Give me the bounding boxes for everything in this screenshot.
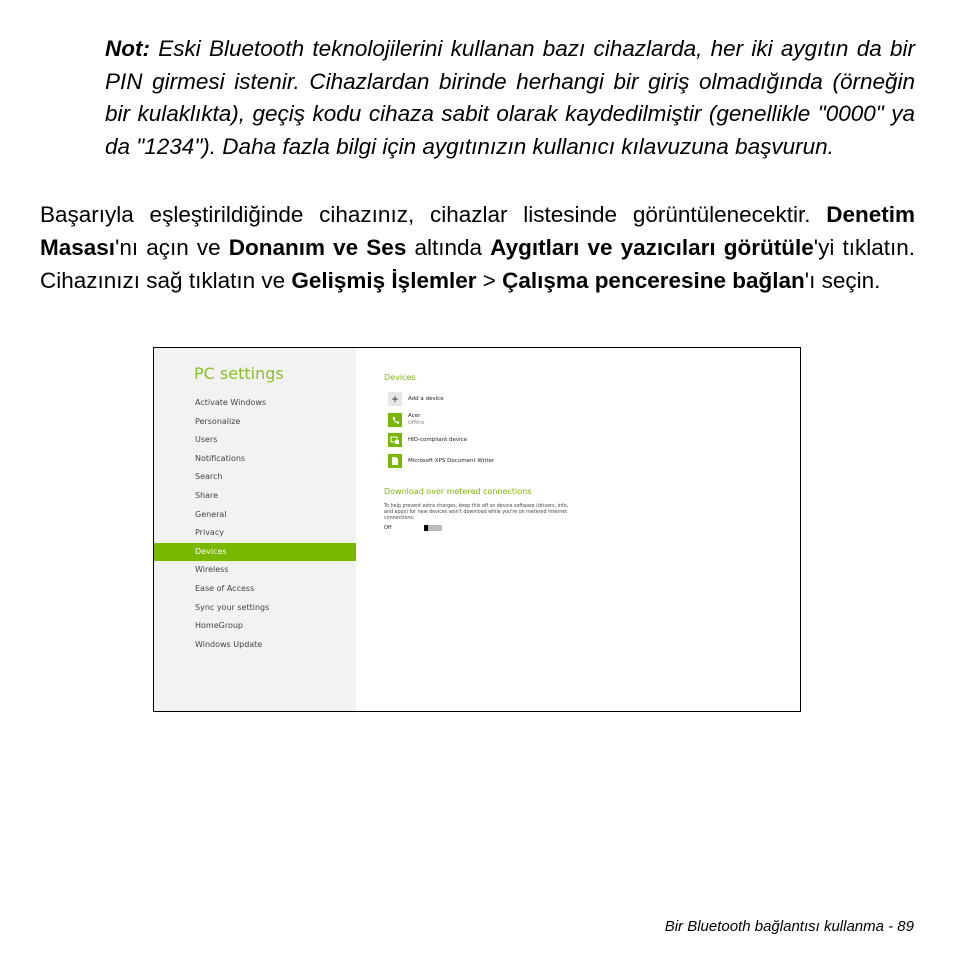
sidebar-item[interactable]: Users — [195, 435, 218, 445]
sidebar-item[interactable]: Wireless — [195, 565, 229, 575]
add-device-label: Add a device — [408, 395, 444, 402]
sidebar-title: PC settings — [194, 364, 284, 383]
para-bold-control-panel: Denetim Masası — [40, 202, 915, 260]
devices-heading: Devices — [384, 373, 416, 382]
sidebar-item[interactable]: Personalize — [195, 416, 241, 426]
para-text-5: > — [476, 268, 503, 293]
note-paragraph — [105, 33, 915, 163]
device-row-hid[interactable] — [388, 432, 467, 448]
plus-icon: + — [388, 392, 402, 406]
device-name: Acer — [408, 413, 421, 419]
phone-icon — [388, 413, 402, 427]
device-row-acer[interactable] — [388, 412, 424, 428]
download-heading: Download over metered connections — [384, 487, 532, 496]
keyboard-icon — [388, 433, 402, 447]
metered-toggle-row — [384, 525, 442, 531]
sidebar-item[interactable]: General — [195, 509, 227, 519]
sidebar-item[interactable]: Notifications — [195, 453, 246, 463]
sidebar-item[interactable]: Privacy — [195, 528, 224, 538]
sidebar-item[interactable]: Activate Windows — [195, 398, 267, 407]
para-text-2: 'nı açın ve — [115, 235, 229, 260]
note-text: Eski Bluetooth teknolojilerini kullanan bazı cihazlarda, her iki aygıtın da bir PIN girmesi istenir. Cihazlardan birinde herhangi bir giriş olmadığında (örneğin bir kulaklıkta), geçiş kodu cihaza sabit olarak kaydedilmiştir (genellikle "0000" ya da "1234"). Daha fazla bilgi için aygıtınızın kullanıcı kılavuzuna başvurun. — [105, 36, 915, 159]
sidebar-item[interactable]: Devices — [154, 543, 356, 562]
sidebar-item[interactable]: Search — [195, 472, 223, 482]
note-label: Not: — [105, 36, 150, 61]
device-name: Microsoft XPS Document Writer — [408, 457, 495, 464]
pc-settings-screenshot — [153, 347, 801, 712]
para-text-1: Başarıyla eşleştirildiğinde cihazınız, cihazlar listesinde görüntülenecektir. — [40, 202, 827, 227]
toggle-label: Off — [384, 525, 392, 531]
page-footer: Bir Bluetooth bağlantısı kullanma - 89 — [664, 918, 914, 935]
para-text-3: altında — [406, 235, 491, 260]
download-description: To help prevent extra charges, keep this off so device software (drivers, info, and apps) for new devices won't download while you're on metered Internet connections. — [384, 504, 569, 521]
toggle-knob — [424, 525, 428, 531]
para-text-6: 'ı seçin. — [804, 268, 881, 293]
device-status: Offline — [408, 420, 425, 426]
settings-main — [356, 348, 800, 711]
device-row-xps[interactable] — [388, 453, 494, 469]
settings-sidebar — [154, 348, 356, 711]
sidebar-list — [154, 394, 356, 654]
para-text-4: 'yi tıklatın. Cihazınızı sağ tıklatın ve — [40, 235, 915, 293]
document-icon — [388, 454, 402, 468]
sidebar-item[interactable]: Windows Update — [195, 639, 263, 649]
sidebar-item[interactable]: Share — [195, 490, 219, 500]
add-device-row[interactable] — [388, 391, 444, 407]
sidebar-item[interactable]: Ease of Access — [195, 583, 255, 593]
body-paragraph — [40, 198, 915, 297]
para-bold-devices-printers: Aygıtları ve yazıcıları görütüle — [490, 235, 814, 260]
device-name: HID-compliant device — [408, 436, 468, 443]
para-bold-connect-workplace: Çalışma penceresine bağlan — [502, 268, 805, 293]
sidebar-item[interactable]: HomeGroup — [195, 621, 243, 631]
metered-toggle[interactable] — [424, 525, 442, 531]
sidebar-item[interactable]: Sync your settings — [195, 602, 270, 612]
para-bold-advanced-ops: Gelişmiş İşlemler — [291, 268, 477, 293]
para-bold-hardware-sound: Donanım ve Ses — [228, 235, 407, 260]
